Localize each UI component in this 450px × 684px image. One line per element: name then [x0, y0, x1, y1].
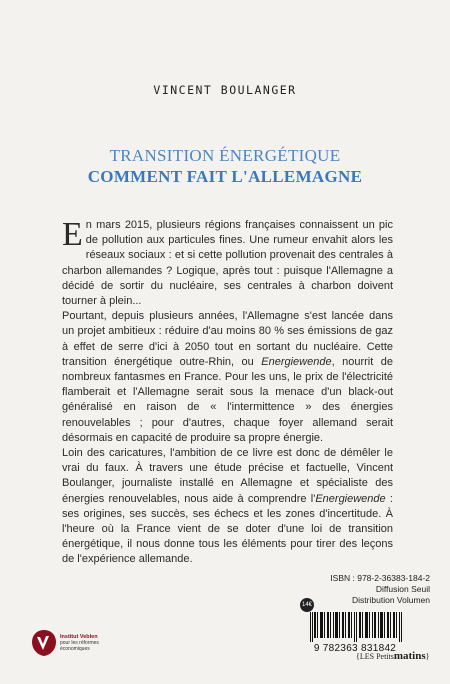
- paragraph-3-text-a: Loin des caricatures, l'ambition de ce livre est donc de démêler le vrai du faux. À travers une étude précise et factuelle, Vincent Boulanger, journaliste installé en Allemagne et spécialiste des énergies renouvelables, nous aide à comprendre l': [62, 447, 393, 505]
- publisher-main: matins: [393, 650, 426, 662]
- institut-veblen-text: [60, 634, 99, 652]
- paragraph-2-emphasis: Energiewende: [261, 355, 332, 368]
- isbn: ISBN : 978-2-36383-184-2: [330, 573, 430, 583]
- back-cover-text: [62, 218, 393, 568]
- paragraph-3-text-b: : ses origines, ses succès, ses échecs et les zones d'incertitude. À l'heure où la France vient de se doter d'une loi de transition énergétique, il nous donne tous les éléments pour tirer des leçons de l'expérience allemande.: [62, 492, 393, 566]
- institut-veblen-logo-icon: [31, 628, 57, 658]
- paragraph-3: [62, 446, 393, 568]
- price-badge: 14€: [300, 598, 314, 612]
- barcode: [310, 612, 404, 642]
- drop-cap: E: [62, 216, 83, 253]
- publisher-logo: {LES Petitsmatins}: [356, 650, 430, 662]
- book-title-line2: COMMENT FAIT L'ALLEMAGNE: [87, 167, 363, 186]
- institute-sub2: économiques: [60, 646, 90, 652]
- diffusion: Diffusion Seuil: [375, 584, 430, 594]
- paragraph-1: [62, 218, 393, 309]
- isbn-block: [318, 573, 430, 606]
- paragraph-2-text-a: Pourtant, depuis plusieurs années, l'Allemagne s'est lancée dans un projet ambitieux : réduire d'au moins 80 % ses émissions de gaz à effet de serre d'ici à 2050 tout en sortant du nucléaire. Cette transition énergétique outre-Rhin, ou: [62, 310, 393, 368]
- institute-name: Institut Veblen: [60, 634, 98, 640]
- paragraph-3-emphasis: Energiewende: [315, 492, 386, 505]
- paragraph-2: [62, 309, 393, 446]
- publisher-prefix: LES Petits: [359, 652, 394, 661]
- barcode-number: 9 782363 831842: [313, 643, 397, 654]
- institute-sub1: pour les réformes: [60, 640, 99, 646]
- paragraph-2-text-b: , nourrit de nombreux fantasmes en France. Pour les uns, le prix de l'électricité flamberait et l'Allemagne serait sous la menace d'un black-out généralisé en raison de « l'intermittence » des énergies renouvelables ; pour d'autres, chaque foyer allemand serait désormais en capacité de produire sa propre énergie.: [62, 355, 393, 444]
- distribution: Distribution Volumen: [352, 595, 430, 605]
- author-name: VINCENT BOULANGER: [153, 83, 297, 97]
- paragraph-1-text: n mars 2015, plusieurs régions françaises connaissent un pic de pollution aux particules fines. Une rumeur envahit alors les réseaux sociaux : et si cette pollution provenait des centrales à charbon allemandes ? Logique, après tout : puisque l'Allemagne a décidé de sortir du nucléaire, ses centrales à charbon doivent tourner à plein...: [62, 219, 393, 308]
- book-title-line1: TRANSITION ÉNERGÉTIQUE: [109, 146, 341, 165]
